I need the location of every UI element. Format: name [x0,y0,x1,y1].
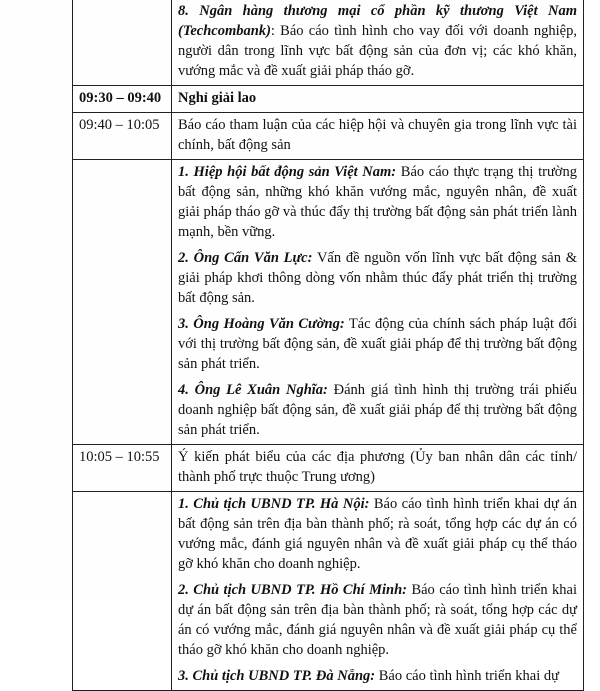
content-cell [172,492,584,691]
time-cell-empty [73,0,172,86]
speaker-name: 3. Chủ tịch UBND TP. Đà Nẵng: [178,668,376,684]
speaker-name: 2. Ông Cấn Văn Lực: [178,250,313,266]
content-cell [172,0,584,86]
break-label: Nghỉ giải lao [172,86,584,113]
speaker-name: 1. Chủ tịch UBND TP. Hà Nội: [178,496,370,512]
list-item [178,1,577,81]
entry-text: Báo cáo tình hình triển khai dự án bất động sản trên địa bàn thành phố; rà soát, tổng hợp các dự án có vướng mắc, đánh giá nguyên nhân và đề xuất giải pháp cụ thể tháo gỡ khó khăn cho doanh nghiệp. [178,582,577,658]
speaker-name: 2. Chủ tịch UBND TP. Hồ Chí Minh: [178,582,408,598]
list-item [178,314,577,374]
list-item [178,580,577,660]
entry-text: Báo cáo tình hình triển khai dự [375,668,559,684]
table-row [73,113,584,160]
table-row [73,86,584,113]
entry-text: Báo cáo thực trạng thị trường bất động sản, những khó khăn vướng mắc, nguyên nhân, đề xuất giải pháp tháo gỡ và thúc đẩy thị trường bất động sản phát triển lành mạnh, bền vững. [178,164,577,240]
time-cell-empty [73,160,172,445]
speaker-name: 8. Ngân hàng thương mại cổ phần kỹ thương Việt Nam (Techcombank) [178,3,577,39]
speaker-name: 3. Ông Hoàng Văn Cường: [178,316,345,332]
table-row [73,445,584,492]
content-cell [172,160,584,445]
time-cell-empty [73,492,172,691]
entry-text: Tác động của chính sách pháp luật đối với thị trường bất động sản, đề xuất giải pháp để thị trường bất động sản phát triển. [178,316,577,372]
time-cell: 09:30 – 09:40 [73,86,172,113]
entry-text: Vấn đề nguồn vốn lĩnh vực bất động sản & giải pháp khơi thông dòng vốn nhằm thúc đẩy phát triển thị trường bất động sản. [178,250,577,306]
list-item [178,494,577,574]
entry-text: : Báo cáo tình hình cho vay đối với doanh nghiệp, người dân trong lĩnh vực bất động sản của đơn vị; các khó khăn, vướng mắc và đề xuất giải pháp tháo gỡ. [178,23,577,79]
list-item [178,162,577,242]
speaker-name: 4. Ông Lê Xuân Nghĩa: [178,382,328,398]
table-row [73,160,584,445]
list-item [178,248,577,308]
entry-text: Báo cáo tình hình triển khai dự án bất động sản trên địa bàn thành phố; rà soát, tổng hợp các dự án có vướng mắc, đánh giá nguyên nhân và đề xuất giải pháp cụ thể tháo gỡ khó khăn cho doanh nghiệp. [178,496,577,572]
time-cell: 09:40 – 10:05 [73,113,172,160]
list-item [178,666,577,686]
session-title: Báo cáo tham luận của các hiệp hội và chuyên gia trong lĩnh vực tài chính, bất động sản [172,113,584,160]
table-row [73,492,584,691]
agenda-table [72,0,584,691]
time-cell: 10:05 – 10:55 [73,445,172,492]
table-row [73,0,584,86]
entry-text: Đánh giá tình hình thị trường trái phiếu doanh nghiệp bất động sản, đề xuất giải pháp để thị trường bất động sản phát triển. [178,382,577,438]
speaker-name: 1. Hiệp hội bất động sản Việt Nam: [178,164,397,180]
session-title: Ý kiến phát biểu của các địa phương (Ủy ban nhân dân các tỉnh/ thành phố trực thuộc Trung ương) [172,445,584,492]
list-item [178,380,577,440]
